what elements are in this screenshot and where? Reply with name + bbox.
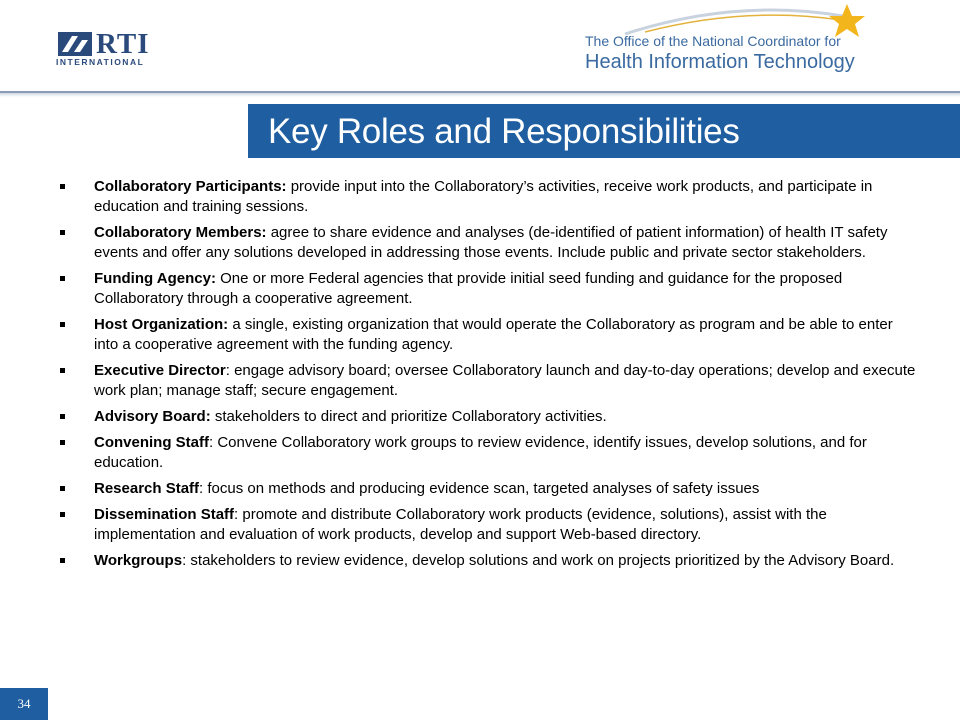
onc-logo [585,4,875,84]
onc-line-2: Health Information Technology [585,51,855,73]
bullet-icon [60,184,65,189]
list-item-description: : engage advisory board; oversee Collaboratory launch and day-to-day operations; develop and execute work plan; manage staff; secure engagement. [94,362,916,399]
list-item [60,505,920,545]
list-item-description: a single, existing organization that would operate the Collaboratory as program and be able to enter into a cooperative agreement with the funding agency. [94,316,893,353]
list-item [60,223,920,263]
list-item-text [94,177,920,217]
list-item-term: Collaboratory Participants: [94,178,287,195]
list-item [60,315,920,355]
slide-title: Key Roles and Responsibilities [268,112,740,151]
rti-logo [56,30,176,70]
bullet-icon [60,512,65,517]
list-item-description: : promote and distribute Collaboratory work products (evidence, solutions), assist with the implementation and evaluation of work products, develop and support Web-based directory. [94,506,827,543]
list-item-description: agree to share evidence and analyses (de-identified of patient information) of health IT safety events and offer any solutions developed in addressing those events. Include public and private sector stakeholders. [94,224,888,261]
list-item-term: Research Staff [94,480,200,497]
bullet-icon [60,368,65,373]
list-item-description: : stakeholders to review evidence, develop solutions and work on projects prioritized by the Advisory Board. [182,552,895,569]
bullet-icon [60,322,65,327]
list-item-text [94,551,920,571]
list-item-description: : focus on methods and producing evidence scan, targeted analyses of safety issues [199,480,760,497]
page-number: 34 [0,688,48,720]
list-item-term: Dissemination Staff [94,506,235,523]
title-bar [248,104,960,158]
bullet-icon [60,558,65,563]
rti-subtitle: INTERNATIONAL [56,57,145,67]
list-item [60,269,920,309]
list-item-text [94,223,920,263]
list-item-text [94,505,920,545]
list-item-text [94,361,920,401]
bullet-icon [60,230,65,235]
bullet-icon [60,440,65,445]
list-item-text [94,433,920,473]
list-item-text [94,479,920,499]
list-item-text [94,407,920,427]
list-item [60,361,920,401]
list-item-term: Convening Staff [94,434,209,451]
slide-header [0,0,960,92]
list-item-description: stakeholders to direct and prioritize Collaboratory activities. [210,408,607,425]
list-item-text [94,269,920,309]
list-item-term: Funding Agency: [94,270,216,287]
bullet-icon [60,414,65,419]
list-item [60,407,920,427]
bullet-icon [60,276,65,281]
list-item-term: Host Organization: [94,316,229,333]
onc-line-1: The Office of the National Coordinator for [585,33,841,49]
rti-globe-icon [56,30,94,58]
list-item-description: : Convene Collaboratory work groups to review evidence, identify issues, develop solutions, and for education. [94,434,867,471]
bullet-list [60,177,920,577]
list-item [60,479,920,499]
list-item [60,433,920,473]
list-item [60,177,920,217]
list-item-term: Workgroups [94,552,183,569]
list-item-description: One or more Federal agencies that provide initial seed funding and guidance for the proposed Collaboratory through a cooperative agreement. [94,270,843,307]
list-item-text [94,315,920,355]
list-item-term: Advisory Board: [94,408,211,425]
bullet-icon [60,486,65,491]
header-rule-shadow [0,93,960,97]
list-item-term: Executive Director [94,362,226,379]
list-item [60,551,920,571]
list-item-description: provide input into the Collaboratory’s activities, receive work products, and participate in education and training sessions. [94,178,873,215]
rti-wordmark: RTI [96,28,150,60]
list-item-term: Collaboratory Members: [94,224,267,241]
